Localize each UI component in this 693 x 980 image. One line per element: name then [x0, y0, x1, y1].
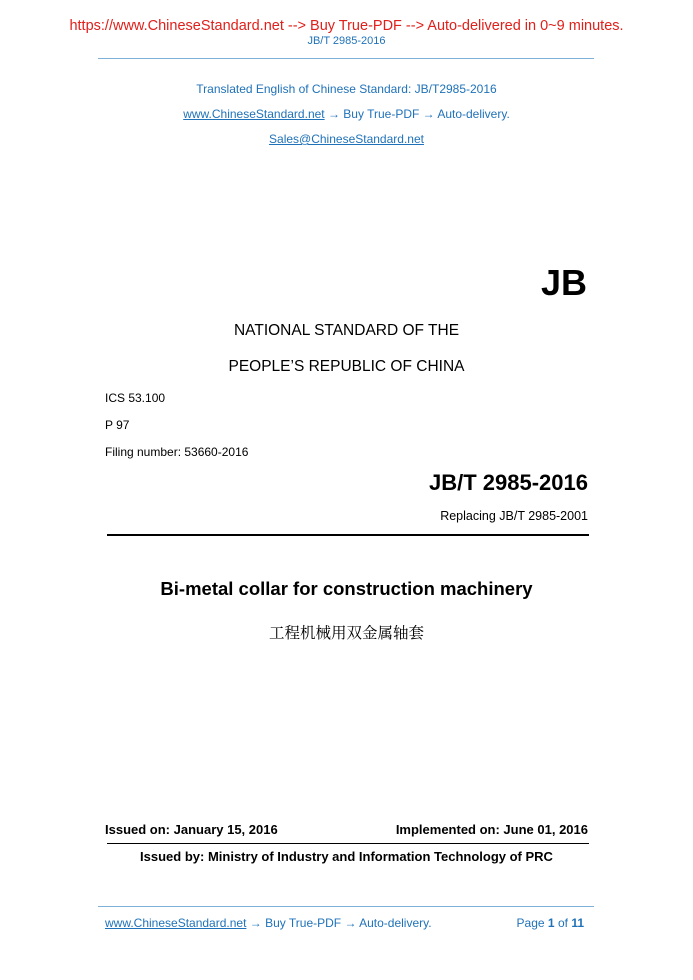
page-of: of: [557, 916, 568, 930]
delivery-line: [0, 107, 693, 121]
implemented-on-date: Implemented on: June 01, 2016: [395, 822, 588, 837]
jb-standard-mark: JB: [540, 262, 587, 303]
chinese-title: 工程机械用双金属轴套: [268, 624, 424, 642]
national-standard-line1: NATIONAL STANDARD OF THE: [233, 322, 460, 339]
issued-on-date: Issued on: January 15, 2016: [105, 822, 278, 837]
footer-divider: [98, 906, 594, 907]
page-label: Page: [516, 916, 545, 930]
standard-number: JB/T 2985-2016: [429, 470, 588, 495]
email-link[interactable]: Sales@ChineseStandard.net: [269, 132, 424, 146]
issue-divider: [107, 843, 589, 844]
filing-number: Filing number: 53660-2016: [105, 445, 249, 459]
page-indicator: [517, 916, 584, 930]
classification-code: P 97: [105, 418, 130, 432]
title-divider: [107, 534, 589, 536]
national-standard-line2: PEOPLE’S REPUBLIC OF CHINA: [228, 358, 465, 375]
footer-site-link[interactable]: www.ChineseStandard.net: [105, 916, 247, 930]
email-line: [0, 132, 693, 146]
ics-code: ICS 53.100: [105, 391, 166, 405]
english-title: Bi-metal collar for construction machinery: [160, 578, 533, 599]
footer-delivery-line: [105, 916, 432, 930]
page-total: 11: [571, 916, 584, 930]
top-banner[interactable]: https://www.ChineseStandard.net --> Buy True-PDF --> Auto-delivered in 0~9 minutes.: [69, 18, 624, 34]
page-current: 1: [547, 916, 555, 930]
site-link[interactable]: www.ChineseStandard.net: [183, 107, 325, 121]
replacing-standard: Replacing JB/T 2985-2001: [440, 509, 588, 523]
header-standard-code: JB/T 2985-2016: [307, 35, 386, 47]
translation-line: Translated English of Chinese Standard: JB/T2985-2016: [196, 82, 497, 96]
footer-delivery-text: → Buy True-PDF → Auto-delivery.: [246, 916, 432, 930]
delivery-text: → Buy True-PDF → Auto-delivery.: [324, 107, 510, 121]
header-divider: [98, 58, 594, 59]
issued-by: Issued by: Ministry of Industry and Information Technology of PRC: [140, 849, 553, 864]
